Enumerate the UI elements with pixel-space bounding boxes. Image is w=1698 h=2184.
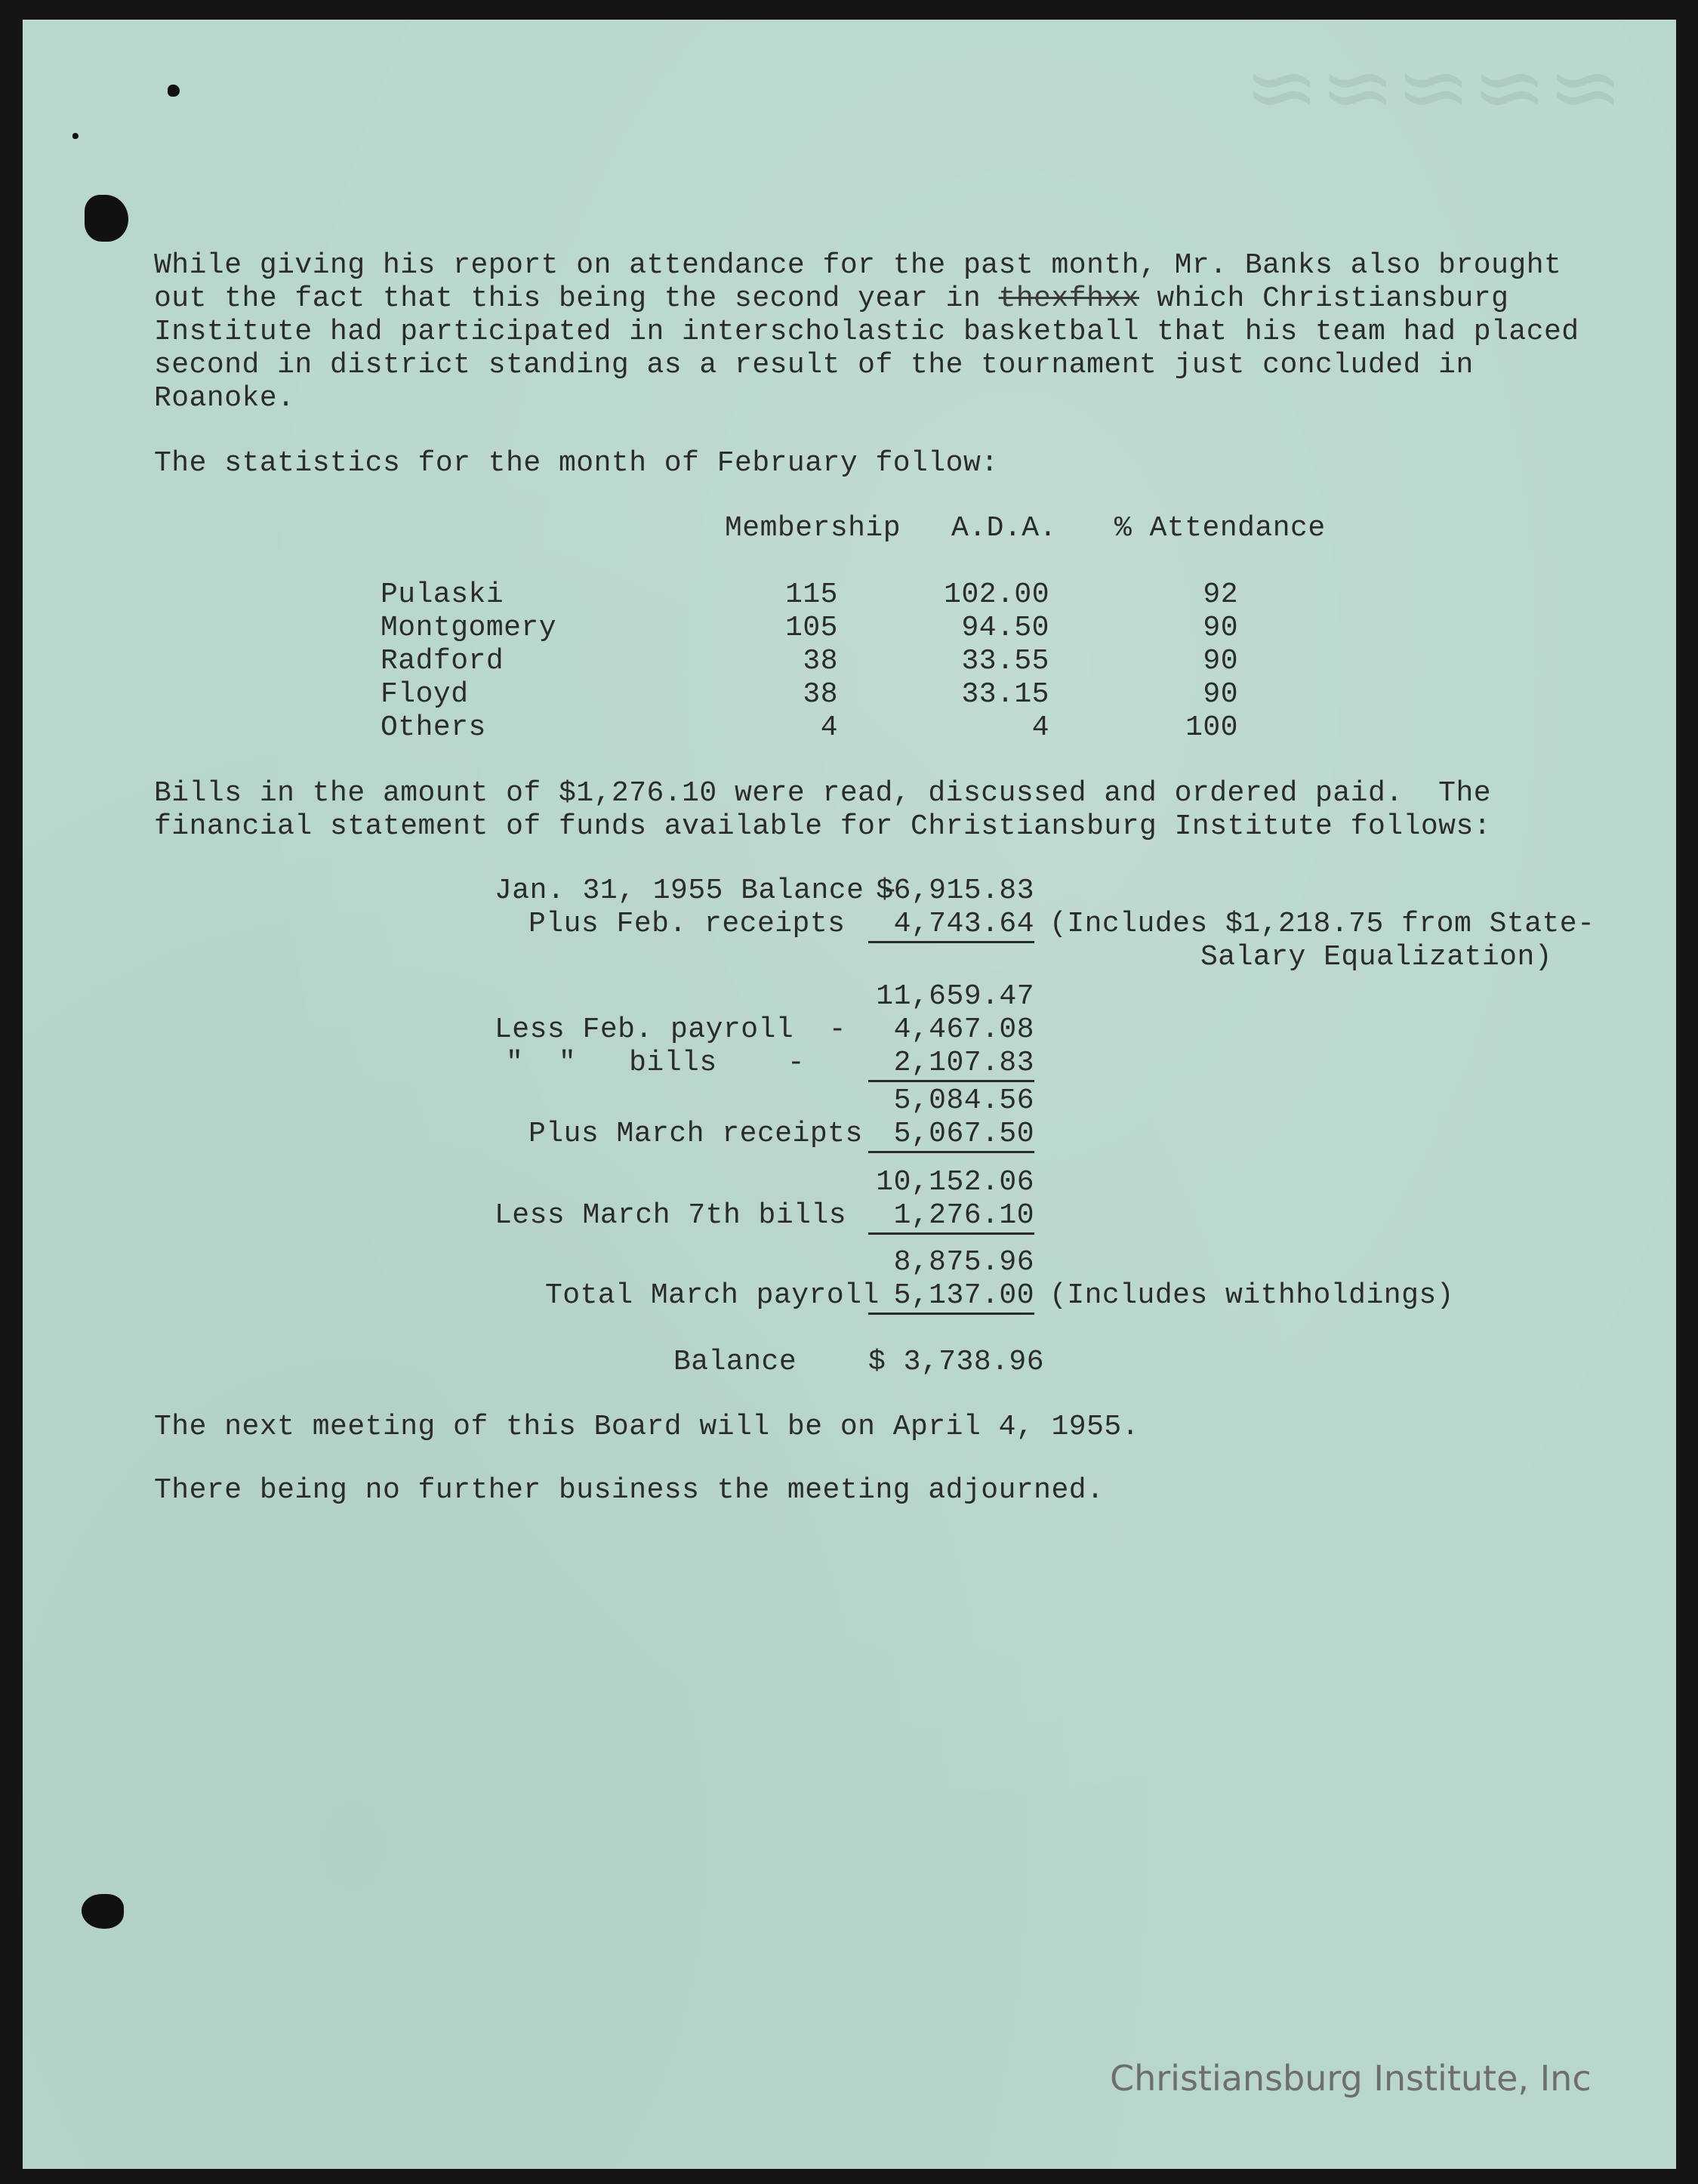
row-pct: 90	[1203, 645, 1238, 677]
intro-line-4: second in district standing as a result of the tournament just concluded in	[154, 349, 1474, 381]
march-bills-value: 1,276.10	[868, 1199, 1034, 1235]
march-payroll-label: Total March payroll	[545, 1279, 880, 1312]
watermark: Christiansburg Institute, Inc	[1110, 2058, 1592, 2099]
row-ada: 33.55	[961, 645, 1049, 677]
binder-hole	[82, 1894, 124, 1929]
row-membership: 38	[803, 645, 838, 677]
adjourned: There being no further business the meeting adjourned.	[154, 1474, 1105, 1507]
feb-bills-value: 2,107.83	[868, 1047, 1034, 1082]
row-pct: 90	[1203, 612, 1238, 644]
bills-line-2: financial statement of funds available for Christiansburg Institute follows:	[154, 810, 1492, 843]
intro-line-5: Roanoke.	[154, 382, 295, 415]
balance-label: Balance	[673, 1346, 797, 1378]
feb-bills-label: " " bills -	[506, 1047, 806, 1079]
subtotal-1: 11,659.47	[876, 980, 1034, 1013]
jan-balance-label: Jan. 31, 1955 Balance -	[495, 875, 899, 907]
row-membership: 4	[820, 711, 838, 744]
intro-line-2-b: which Christiansburg	[1139, 282, 1509, 315]
header-membership: Membership	[725, 512, 901, 544]
row-membership: 115	[785, 578, 838, 611]
row-ada: 33.15	[961, 678, 1049, 711]
feb-payroll-value: 4,467.08	[893, 1013, 1034, 1046]
row-name: Pulaski	[381, 578, 504, 611]
row-name: Others	[381, 711, 486, 744]
row-name: Floyd	[381, 678, 469, 711]
show-through-shadow: ≈≈≈≈≈	[1243, 35, 1623, 140]
feb-receipts-label: Plus Feb. receipts	[529, 908, 846, 940]
row-ada: 102.00	[944, 578, 1049, 611]
feb-receipts-note-2: Salary Equalization)	[1200, 941, 1553, 973]
paper-blemish	[168, 85, 180, 97]
march-bills-label: Less March 7th bills	[495, 1199, 847, 1232]
subtotal-4: 8,875.96	[893, 1246, 1034, 1279]
paper-blemish	[72, 133, 79, 139]
header-ada: A.D.A.	[951, 512, 1057, 544]
march-payroll-note: (Includes withholdings)	[1049, 1279, 1454, 1312]
march-receipts-label: Plus March receipts	[529, 1118, 863, 1150]
row-ada: 4	[1031, 711, 1049, 744]
row-pct: 100	[1185, 711, 1238, 744]
subtotal-2: 5,084.56	[893, 1084, 1034, 1117]
balance-value: $ 3,738.96	[868, 1346, 1045, 1378]
row-name: Montgomery	[381, 612, 557, 644]
row-pct: 90	[1203, 678, 1238, 711]
header-attendance: % Attendance	[1114, 512, 1326, 544]
row-name: Radford	[381, 645, 504, 677]
row-membership: 38	[803, 678, 838, 711]
intro-line-2	[154, 282, 1508, 316]
next-meeting: The next meeting of this Board will be on April 4, 1955.	[154, 1411, 1140, 1443]
row-membership: 105	[785, 612, 838, 644]
struck-word: thexfhxx	[998, 282, 1140, 315]
feb-receipts-value: 4,743.64	[868, 908, 1034, 943]
intro-line-3: Institute had participated in interscholastic basketball that his team had placed	[154, 316, 1579, 348]
document-page	[23, 20, 1676, 2169]
intro-line-2-a: out the fact that this being the second year in	[154, 282, 999, 315]
feb-receipts-note: (Includes $1,218.75 from State-	[1049, 908, 1595, 940]
stats-intro: The statistics for the month of February follow:	[154, 447, 999, 480]
march-receipts-value: 5,067.50	[868, 1118, 1034, 1153]
bills-line-1: Bills in the amount of $1,276.10 were read, discussed and ordered paid. The	[154, 777, 1492, 810]
march-payroll-value: 5,137.00	[868, 1279, 1034, 1315]
binder-hole	[85, 195, 128, 242]
row-ada: 94.50	[961, 612, 1049, 644]
feb-payroll-label: Less Feb. payroll -	[495, 1013, 847, 1046]
jan-balance-value: $6,915.83	[876, 875, 1034, 907]
intro-line-1: While giving his report on attendance for the past month, Mr. Banks also brought	[154, 249, 1562, 282]
row-pct: 92	[1203, 578, 1238, 611]
subtotal-3: 10,152.06	[876, 1166, 1034, 1198]
